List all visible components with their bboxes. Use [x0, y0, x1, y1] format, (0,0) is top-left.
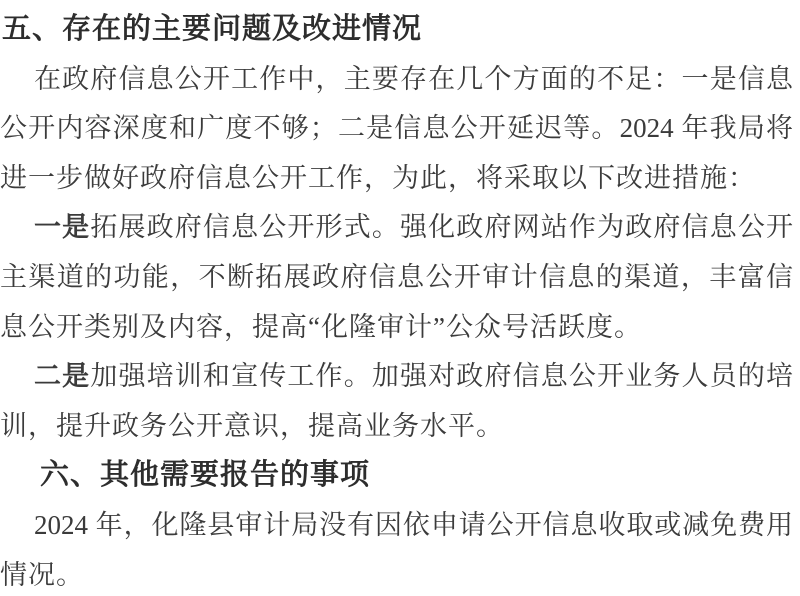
- heading-section-six: 六、其他需要报告的事项: [40, 459, 371, 492]
- paragraph-1-line-2: 公开内容深度和广度不够；二是信息公开延迟等。2024 年我局将: [0, 113, 793, 144]
- paragraph-2-line-2: 主渠道的功能，不断拓展政府信息公开审计信息的渠道，丰富信: [0, 261, 793, 292]
- paragraph-4-line-1: 2024 年，化隆县审计局没有因依申请公开信息收取或减免费用: [34, 509, 793, 540]
- heading-section-five: 五、存在的主要问题及改进情况: [2, 13, 423, 45]
- paragraph-3-line-1: [0, 352, 800, 402]
- paragraph-1-line-3: 进一步做好政府信息公开工作，为此，将采取以下改进措施：: [0, 162, 756, 193]
- paragraph-2-line-1: [0, 203, 800, 253]
- paragraph-2-line-1-text: 拓展政府信息公开形式。强化政府网站作为政府信息公开: [90, 212, 794, 243]
- paragraph-3-lead-bold: 二是: [34, 361, 91, 392]
- paragraph-3-line-1-text: 加强培训和宣传工作。加强对政府信息公开业务人员的培: [90, 361, 794, 392]
- paragraph-2-line-3: 息公开类别及内容，提高“化隆审计”公众号活跃度。: [0, 311, 642, 342]
- paragraph-2-lead-bold: 一是: [34, 212, 91, 243]
- paragraph-1-line-1: 在政府信息公开工作中，主要存在几个方面的不足：一是信息: [34, 63, 793, 94]
- paragraph-3-line-2: 训，提升政务公开意识，提高业务水平。: [0, 410, 504, 441]
- paragraph-4-line-2: 情况。: [0, 559, 84, 590]
